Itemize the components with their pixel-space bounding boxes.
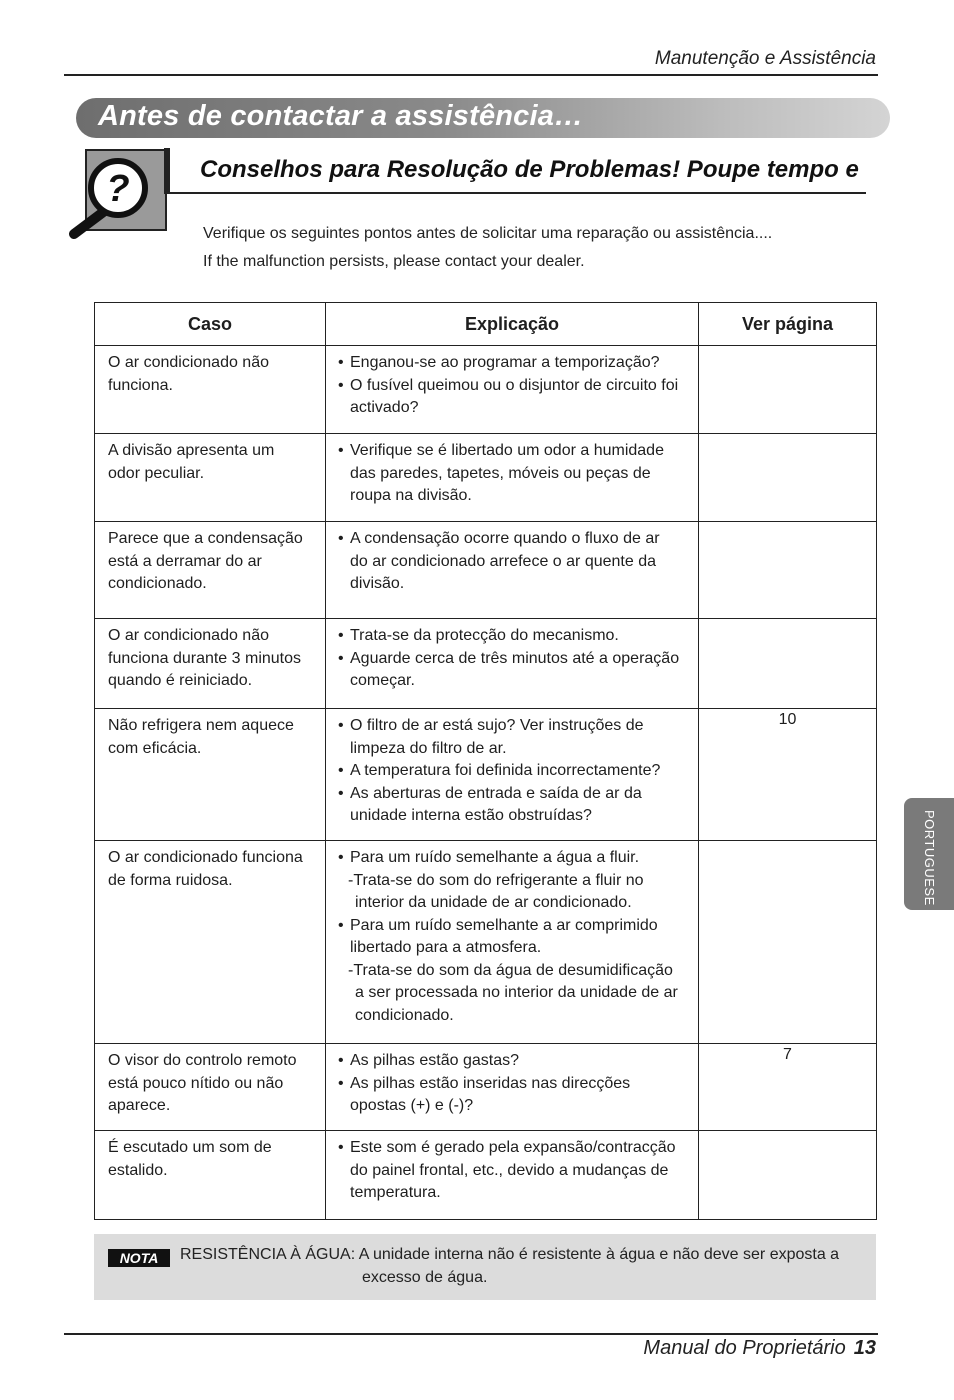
table-row <box>95 1131 877 1220</box>
note-box <box>94 1234 876 1300</box>
bullet-item <box>338 1137 690 1205</box>
cell-pagina <box>699 1131 877 1220</box>
bullet-item <box>338 352 690 375</box>
note-line-1: RESISTÊNCIA À ÁGUA: A unidade interna não é resistente à água e não deve ser exposta a <box>180 1246 840 1263</box>
section-header: Manutenção e Assistência <box>654 48 876 69</box>
cell-caso <box>95 434 326 522</box>
caso-line: estalido. <box>108 1161 168 1179</box>
table-row <box>95 434 877 522</box>
explicacao-line: divisão. <box>350 575 405 592</box>
table-row <box>95 346 877 434</box>
sub-item <box>338 960 690 1028</box>
table-body <box>95 346 877 1220</box>
col-header-pagina: Ver página <box>699 303 877 346</box>
caso-line: O ar condicionado funciona <box>108 849 303 866</box>
troubleshooting-table <box>94 302 877 1220</box>
title-banner <box>76 98 890 138</box>
explicacao-line: • Enganou-se ao programar a temporização? <box>350 354 660 371</box>
explicacao-line: temperatura. <box>350 1184 441 1201</box>
cell-pagina <box>699 434 877 522</box>
caso-line: com eficácia. <box>108 739 202 757</box>
table-row <box>95 709 877 841</box>
explicacao-line: • Para um ruído semelhante a ar comprimido <box>350 916 658 934</box>
table-row <box>95 1044 877 1131</box>
cell-pagina: 7 <box>699 1044 877 1131</box>
caso-line: está a derramar do ar <box>108 552 262 570</box>
language-label: PORTUGUESE <box>922 810 937 906</box>
explicacao-line: do painel frontal, etc., devido a mudanças de <box>350 1161 669 1179</box>
bullet-item <box>338 625 690 648</box>
footer-label: Manual do Proprietário <box>643 1337 846 1359</box>
explicacao-line: • Para um ruído semelhante a água a fluir. <box>350 849 640 866</box>
caso-line: está pouco nítido ou não <box>108 1074 284 1092</box>
footer-rule <box>64 1333 878 1335</box>
cell-explicacao <box>326 346 699 434</box>
cell-explicacao <box>326 841 699 1044</box>
bullet-item <box>338 1073 690 1118</box>
cell-explicacao <box>326 619 699 709</box>
language-tab <box>904 798 954 910</box>
cell-pagina <box>699 619 877 709</box>
bullet-item <box>338 375 690 420</box>
cell-pagina <box>699 346 877 434</box>
bullet-item <box>338 915 690 960</box>
bullet-item <box>338 648 690 693</box>
header-rule <box>64 74 878 76</box>
explicacao-line: limpeza do filtro de ar. <box>350 739 507 757</box>
caso-line: aparece. <box>108 1097 171 1114</box>
col-header-caso: Caso <box>95 303 326 346</box>
cell-caso <box>95 1131 326 1220</box>
caso-line: funciona. <box>108 376 173 394</box>
page-title: Antes de contactar a assistência… <box>98 100 584 132</box>
cell-caso <box>95 346 326 434</box>
cell-caso <box>95 709 326 841</box>
bullet-item <box>338 783 690 828</box>
explicacao-line: a ser processada no interior da unidade de ar <box>355 984 678 1001</box>
subtitle-divider <box>164 148 170 194</box>
table-row <box>95 522 877 619</box>
explicacao-line: libertado para a atmosfera. <box>350 939 542 956</box>
explicacao-line: roupa na divisão. <box>350 487 472 504</box>
explicacao-line: • A condensação ocorre quando o fluxo de ar <box>350 530 660 547</box>
explicacao-line: unidade interna estão obstruídas? <box>350 807 592 824</box>
question-magnifier-icon <box>66 148 170 240</box>
cell-pagina <box>699 522 877 619</box>
cell-explicacao <box>326 522 699 619</box>
intro-line-2: If the malfunction persists, please contact your dealer. <box>203 253 585 270</box>
caso-line: Parece que a condensação <box>108 530 303 547</box>
explicacao-line: -Trata-se do som da água de desumidificação <box>348 961 673 979</box>
explicacao-line: -Trata-se do som do refrigerante a fluir no <box>348 871 644 889</box>
explicacao-line: • O fusível queimou ou o disjuntor de circuito foi <box>350 376 679 394</box>
cell-explicacao <box>326 1044 699 1131</box>
cell-pagina <box>699 841 877 1044</box>
caso-line: de forma ruidosa. <box>108 871 233 889</box>
explicacao-line: • Este som é gerado pela expansão/contracção <box>350 1139 676 1156</box>
table-row <box>95 619 877 709</box>
caso-line: quando é reiniciado. <box>108 672 253 689</box>
cell-caso <box>95 522 326 619</box>
caso-line: O ar condicionado não <box>108 354 269 371</box>
explicacao-line: opostas (+) e (-)? <box>350 1097 474 1114</box>
explicacao-line: activado? <box>350 399 419 416</box>
sub-item <box>338 870 690 915</box>
col-header-explicacao: Explicação <box>326 303 699 346</box>
table-row <box>95 841 877 1044</box>
bullet-item <box>338 715 690 760</box>
explicacao-line: interior da unidade de ar condicionado. <box>355 894 632 911</box>
cell-pagina: 10 <box>699 709 877 841</box>
caso-line: funciona durante 3 minutos <box>108 649 302 667</box>
explicacao-line: • As pilhas estão inseridas nas direcções <box>350 1074 631 1092</box>
explicacao-line: • O filtro de ar está sujo? Ver instruções de <box>350 717 644 734</box>
explicacao-line: condicionado. <box>355 1006 454 1024</box>
bullet-item <box>338 440 690 508</box>
bullet-item <box>338 528 690 596</box>
subtitle-rule <box>166 192 866 194</box>
cell-explicacao <box>326 434 699 522</box>
bullet-item <box>338 760 690 783</box>
cell-explicacao <box>326 709 699 841</box>
cell-caso <box>95 1044 326 1131</box>
caso-line: odor peculiar. <box>108 464 205 482</box>
table-header-row <box>95 303 877 346</box>
explicacao-line: • As pilhas estão gastas? <box>350 1052 519 1069</box>
explicacao-line: do ar condicionado arrefece o ar quente da <box>350 552 656 570</box>
explicacao-line: • As aberturas de entrada e saída de ar da <box>350 784 642 802</box>
bullet-item <box>338 847 690 870</box>
explicacao-line: • Trata-se da protecção do mecanismo. <box>350 627 619 644</box>
footer <box>643 1337 876 1360</box>
caso-line: Não refrigera nem aquece <box>108 717 294 734</box>
explicacao-line: • Verifique se é libertado um odor a humidade <box>350 442 664 459</box>
caso-line: O visor do controlo remoto <box>108 1052 297 1069</box>
page-number: 13 <box>853 1337 876 1359</box>
explicacao-line: das paredes, tapetes, móveis ou peças de <box>350 464 651 482</box>
caso-line: condicionado. <box>108 575 207 592</box>
note-badge: NOTA <box>108 1249 170 1267</box>
explicacao-line: • Aguarde cerca de três minutos até a operação <box>350 649 680 667</box>
intro-text <box>203 220 772 276</box>
explicacao-line: • A temperatura foi definida incorrectamente? <box>350 762 661 779</box>
section-subtitle: Conselhos para Resolução de Problemas! Poupe tempo e <box>200 156 859 183</box>
explicacao-line: começar. <box>350 672 415 689</box>
cell-caso <box>95 619 326 709</box>
svg-text:?: ? <box>106 168 130 210</box>
caso-line: A divisão apresenta um <box>108 442 275 459</box>
intro-line-1: Verifique os seguintes pontos antes de solicitar uma reparação ou assistência.... <box>203 225 773 242</box>
caso-line: É escutado um som de <box>108 1139 272 1156</box>
caso-line: O ar condicionado não <box>108 627 269 644</box>
note-line-2: excesso de água. <box>362 1269 488 1286</box>
bullet-item <box>338 1050 690 1073</box>
cell-caso <box>95 841 326 1044</box>
cell-explicacao <box>326 1131 699 1220</box>
